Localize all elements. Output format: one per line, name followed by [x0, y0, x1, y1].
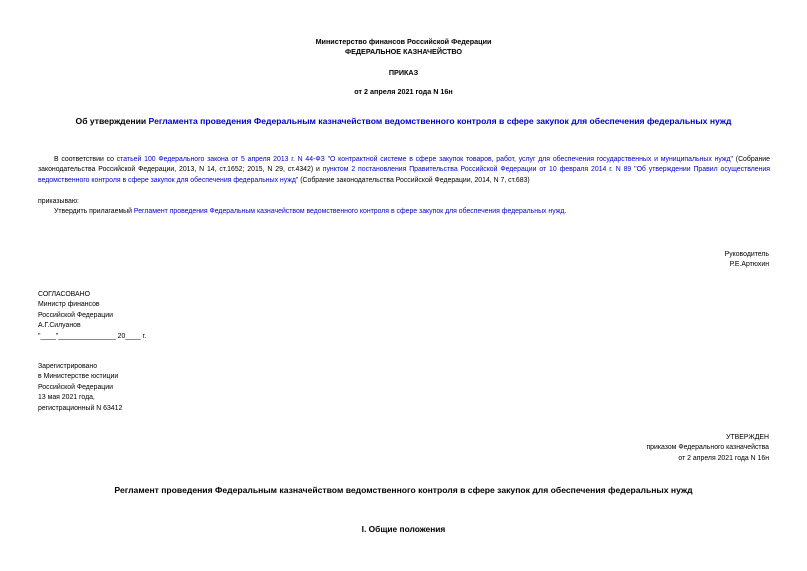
agreed-heading: СОГЛАСОВАНО [38, 291, 90, 298]
signature-name: Р.Е.Артюхин [729, 261, 769, 269]
agreed-block [38, 290, 146, 342]
registration-line-1: Зарегистрировано [38, 363, 98, 370]
order-text-1: Утвердить прилагаемый [54, 208, 134, 215]
preamble-text-1: В соответствии со [54, 156, 117, 163]
approved-block [646, 433, 769, 464]
regulation-title: Регламент проведения Федеральным казначейством ведомственного контроля в сфере закупок для обеспечения федеральных нужд [114, 485, 693, 495]
registration-line-4: 13 мая 2021 года, [38, 394, 95, 402]
registration-line-2: в Министерстве юстиции [38, 373, 119, 381]
agency-name: ФЕДЕРАЛЬНОЕ КАЗНАЧЕЙСТВО [345, 47, 462, 56]
title-prefix: Об утверждении [75, 116, 149, 126]
order-word: приказываю: [38, 198, 79, 205]
preamble-resolution-link[interactable]: пунктом 2 постановления Правительства Российской Федерации от 10 февраля 2014 г. N 89 "Об утверждении Правил осуществления ведомственного контроля в сфере закупок для обеспечения федеральных нужд" [38, 166, 770, 184]
agreed-line-1: Министр финансов [38, 301, 100, 309]
ministry-name: Министерство финансов Российской Федерации [315, 37, 492, 46]
document-date: от 2 апреля 2021 года N 16н [354, 87, 453, 96]
regulation-link[interactable]: Регламент проведения Федеральным казначейством ведомственного контроля в сфере закупок для обеспечения федеральных нужд [133, 208, 565, 215]
registration-line-5: регистрационный N 63412 [38, 404, 123, 412]
approved-line-1: приказом Федерального казначейства [646, 444, 769, 452]
signature-position: Руководитель [724, 251, 769, 258]
registration-block [38, 362, 122, 414]
section-title: I. Общие положения [361, 524, 446, 534]
preamble-paragraph [38, 155, 770, 186]
order-paragraph [54, 208, 770, 217]
order-text-2: . [564, 208, 567, 215]
agreed-date-line: "____"_______________ 20____ г. [38, 332, 147, 340]
approved-heading: УТВЕРЖДЕН [726, 434, 769, 441]
preamble-text-2: (Собрание законодательства Российской Федерации, 2013, N 14, ст.1652; 2015, N 29, ст.4342) и [38, 156, 770, 174]
signature-block [725, 250, 769, 271]
registration-line-3: Российской Федерации [38, 383, 113, 391]
preamble-law-link[interactable]: статьей 100 Федерального закона от 5 апреля 2013 г. N 44-ФЗ "О контрактной системе в сфере закупок товаров, работ, услуг для обеспечения государственных и муниципальных нужд" [116, 156, 733, 163]
document-type: ПРИКАЗ [388, 68, 419, 77]
preamble-text-3: (Собрание законодательства Российской Федерации, 2014, N 7, ст.683) [298, 176, 530, 184]
title-link[interactable]: Регламента проведения Федеральным казначейством ведомственного контроля в сфере закупок для обеспечения федеральных нужд [148, 116, 732, 126]
approved-line-2: от 2 апреля 2021 года N 16н [678, 454, 769, 462]
agreed-line-3: А.Г.Силуанов [38, 322, 81, 330]
agreed-line-2: Российской Федерации [38, 311, 113, 319]
document-title [0, 116, 807, 127]
